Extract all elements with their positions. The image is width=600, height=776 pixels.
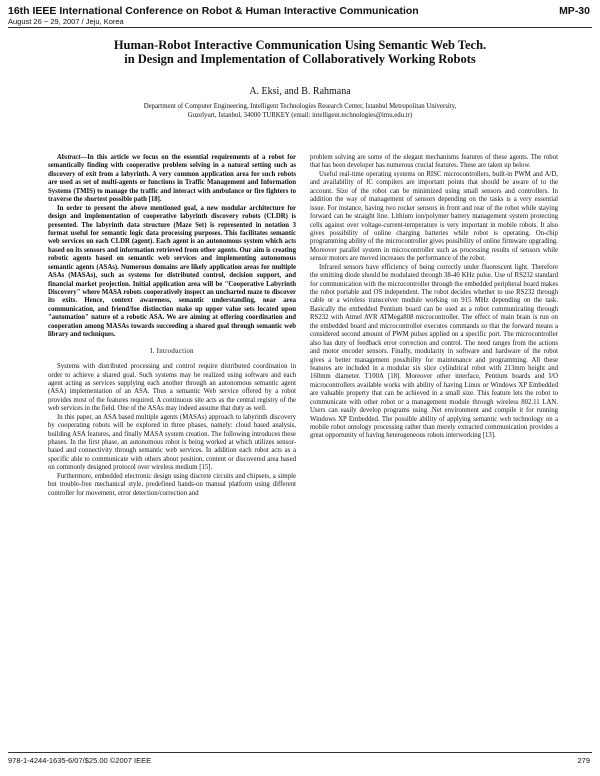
abstract [48, 154, 296, 340]
right-paragraph-1: problem solving are some of the elegant mechanisms features of these agents. The robot that has been developer has numerous crucial features. These are taken up below. [310, 154, 558, 170]
header-rule [8, 27, 592, 28]
affiliation-line-2: Guzelyurt, Istanbul, 34000 TURKEY (email: intelligent.technologies@imu.edu.tr) [187, 111, 413, 119]
page-number: 279 [577, 756, 590, 765]
affiliation-line-1: Department of Computer Engineering, Intelligent Technologies Research Center, Istanbul Metropolitan University, [143, 103, 457, 110]
section-heading-introduction: I. Introduction [150, 347, 194, 355]
paper-title-line-1: Human-Robot Interactive Communication Using Semantic Web Tech. [113, 38, 487, 52]
conference-date-location: August 26 ~ 29, 2007 / Jeju, Korea [8, 17, 124, 26]
introduction-paragraph-3: Furthermore, embedded electronic design using discrete circuits and chipsets, a simple but trouble-free mechanical style, predefined hands-on manual platform using different controller for movement, error detection/correction and [48, 472, 296, 497]
left-column [48, 154, 296, 498]
abstract-paragraph-2: In order to present the above mentioned goal, a new modular architecture for design and implementation of cooperative labyrinth discovery robots (CLDR) is presented. The labyrinth data structure (Maze Set) is represented in notation 3 format useful for semantic logic data processing purposes. This facilitates semantic web services on each CLDR (agent). Each agent is an autonomous system which acts based on its sensors and information retrieved from other agents. Our aim is creating robotic agents based on semantic web services and implementing autonomous semantic agents (ASAs). Numerous domains are likely application areas for multiple ASAs (MASAs), such as systems for distributed control, decision support, and financial market projection. Initial application area will be "Cooperative Labyrinth Discovery" where MASA robots cooperatively inspect an uncharted maze to discover its exits. Hence, context awareness, semantic understanding, near area communication, and friend/foe distinction make up upper value sets located upon "automation" nature of a robotic ASA. We are aiming at offering coordination and cooperation among MASAs towards succeeding a shared goal through semantic web library and techniques. [48, 204, 296, 339]
abstract-paragraph-1 [48, 154, 296, 205]
right-column [310, 154, 558, 441]
right-paragraph-2: Useful real-time operating systems on RISC microcontrollers, built-in PWM and A/D, and availability of IC compilers are important points that should be aware of to the account. Size of the robot can be minimized using small sensors and controllers. In addition the way of management of sensors depending on the tasks is a very essential issue. For instance, having two rocker sensors in front and rear of the robot while staying forward can be straight line. Lithium ion/polymer battery management system protecting cells against over voltage-current-temperature is very important in mobile robots. It also gives possibility of online charging batteries while robot is operating. On-chip programming ability of the microcontroller gives possibility of online firmware upgrading. Moreover parallel system in microcontroller such as processing results of sensors while sensor motors are moved increases the performance of the robot. [310, 170, 558, 263]
conference-header: 16th IEEE International Conference on Robot & Human Interactive Communication [8, 5, 419, 17]
author-affiliation [70, 103, 530, 120]
right-paragraph-3: Infrared sensors have efficiency of being correctly under fluorescent light. Therefore the emitting diode should be modulated through 38-40 KHz pulse. Use of RS232 standard for communication with the microcontroller through the embedded peripheral board makes the robot portable and OS independent. The robot decides whether to use RS232 through cable or a wireless transceiver module working on 915 MHz depending on the task. Basically the embedded Pentium board can be used as a robot communicating through RS232 with Atmel AVR ATMega808 microcontroller. The effect of main brain is run on the embedded board and microcontroller executes commands so that the forward means a considered second amount of PWM pulses applied on a specific port. The microcontroller also has duty of feedback error correction and control. The need ranges from the actions and motor encoder sensors. Finally, modularity in software and hardware of the robot gives a better management possibility for maintenance and programming. All these features are included in a modular six slice cylindrical robot with 213mm height and 160mm diameter. T100A [18]. Moreover other interface, Pentium boards and I/O microcontrollers available works with ability of having Linux or Windows XP Embedded are valuable property that can be achieved in a small size. This feature lets the robot to communicate with other robot or a management module through wireless 802.11 LAN. Users can easily develop programs using .Net environment and compile it for running Windows XP Embedded. The possible ability of applying semantic web technology on a mobile robot ontology processing rather than merely extracted communication provides a great opportunity of having heterogeneous robots interworking [13]. [310, 263, 558, 440]
introduction-paragraph-2: In this paper, an ASA based multiple agents (MASAs) approach to labyrinth discovery by cooperating robots will be explored in three phases, namely: cloud based analysis, building ASA features, and finally MASA system creation. The following introduces these phases. In the first phase, an autonomous robot is being worked at which utilizes sensor-based and connectivity through semantic web services. In addition each robot acts as a specific able to communicate with others about position, content or discovered area based on commonly designed protocol over wireless medium [15]. [48, 413, 296, 472]
paper-title-line-2: in Design and Implementation of Collaboratively Working Robots [124, 52, 476, 66]
paper-title [40, 38, 560, 66]
paper-code: MP-30 [559, 5, 590, 17]
footer-isbn: 978-1-4244-1635-6/07/$25.00 ©2007 IEEE [8, 756, 152, 765]
introduction-paragraph-1: Systems with distributed processing and control require distributed coordination in order to achieve a shared goal. Such systems may be realized using software and each agent acting as services supplying each another through an autonomous semantic agent (ASA) implementation of an ASA. Thus a semantic Web service offered by a robot provides most of the features required. A continuous site acts as the central registry of the web services in the field. One of the ASAs may indeed assume that duty as well. [48, 363, 296, 413]
abstract-text-1: —In this article we focus on the essential requirements of a robot for semantically finding with cooperative problem solving in a natural setting such as discovery of exit from a labyrinth. A very common application area for such robots are used as set of multi-agents or functions in Traffic Management and Information Systems (TMIS) to manage the traffic and interact with ambulance or fire fighters to traverse the shortest possible path [18]. [48, 154, 296, 204]
abstract-label: Abstract [57, 154, 81, 161]
footer-rule [8, 752, 592, 753]
paper-authors: A. Eksi, and B. Rahmana [249, 86, 351, 97]
introduction-body [48, 363, 296, 498]
